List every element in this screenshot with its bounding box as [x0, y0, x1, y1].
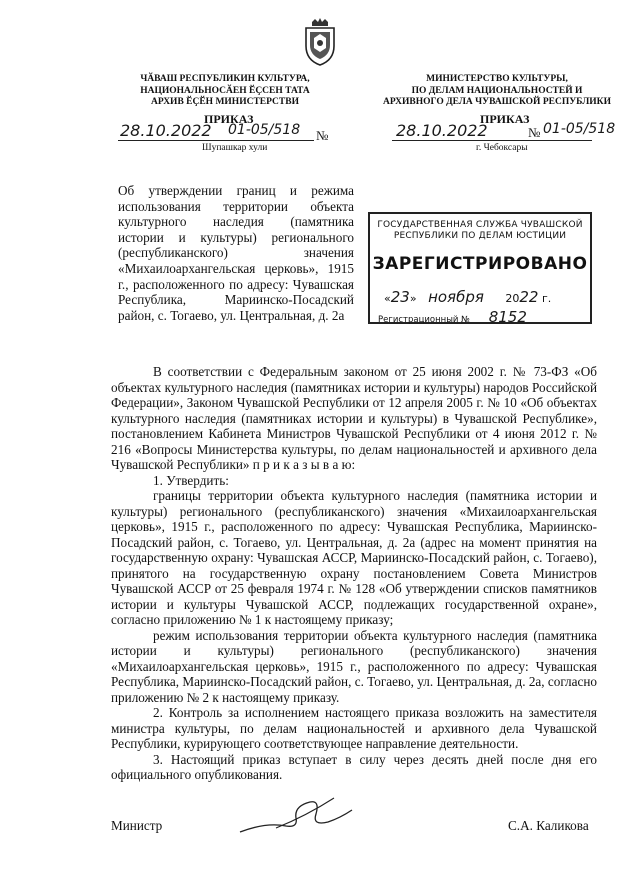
stamp-reg-row: [378, 308, 527, 326]
left-number-handwritten: 01-05/518: [228, 122, 301, 138]
body-paragraph-item-1: 1. Утвердить:: [153, 472, 229, 488]
stamp-day-handwritten: 23: [390, 288, 410, 306]
body-paragraph-boundaries: границы территории объекта культурного наследия (памятника истории и культуры) регионального (республиканского) значения «Михаилоархангельская церковь», 1915 г., расположенного по адресу: Чувашская Республика, Мариинско-Посадский район, с. Тогаево, ул. Центральная, д. 2а (адрес на момент принятия на государственную охрану: Чувашская АССР, Мариинско-Посадский район, с. Тогаево), принятого на государственную охрану постановлением Совета Министров Чувашской АССР от 25 февраля 1974 г. № 128 «Об утверждении списков памятников истории и культуры Чувашской АССР, подлежащих государственной охране», согласно приложению № 1 к настоящему приказу;: [111, 488, 597, 627]
stamp-month-handwritten: ноября: [428, 288, 484, 306]
right-city: г. Чебоксары: [476, 143, 528, 153]
stamp-registered-text: ЗАРЕГИСТРИРОВАНО: [372, 254, 588, 274]
right-number-handwritten: 01-05/518: [543, 121, 616, 137]
header-left-line: АРХИВ ӖҪӖН МИНИСТЕРСТВИ: [151, 97, 299, 107]
header-right-line: АРХИВНОГО ДЕЛА ЧУВАШСКОЙ РЕСПУБЛИКИ: [383, 97, 611, 107]
left-date-underline: [118, 140, 314, 141]
right-date-underline: [392, 140, 592, 141]
coat-of-arms-emblem: [302, 18, 338, 66]
left-date-handwritten: 28.10.2022: [120, 121, 212, 140]
stamp-date-row: «23» ноября 2022 г.: [384, 288, 552, 306]
stamp-authority-line: РЕСПУБЛИКИ ПО ДЕЛАМ ЮСТИЦИИ: [393, 231, 567, 241]
left-number-sign: №: [316, 128, 329, 143]
order-word-right: ПРИКАЗ: [480, 112, 530, 126]
body-paragraph-regime: режим использования территории объекта культурного наследия (памятника истории и культуры) регионального (республиканского) значения «Михаилоархангельская церковь», 1915 г., расположенного по адресу: Чувашская Республика, Мариинско-Посадский район, с. Тогаево, ул. Центральная, д. 2а, согласно приложению № 2 к настоящему приказу.: [111, 627, 597, 705]
stamp-year-unit: г.: [541, 292, 552, 305]
header-left-ministry-chuvash: [110, 74, 340, 109]
body-paragraph-preamble: В соответствии с Федеральным законом от 25 июня 2002 г. № 73-ФЗ «Об объектах культурного наследия (памятниках истории и культуры) народов Российской Федерации», Законом Чувашской Республики от 12 апреля 2005 г. № 10 «Об объектах культурного наследия (памятниках истории и культуры) в Чувашской Республике», постановлением Кабинета Министров Чувашской Республики от 4 июня 2012 г. № 216 «Вопросы Министерства культуры, по делам национальностей и архивного дела Чувашской Республики» п р и к а з ы в а ю:: [111, 364, 597, 472]
stamp-reg-number-handwritten: 8152: [488, 308, 527, 326]
right-date-handwritten: 28.10.2022: [396, 121, 488, 140]
signature-name: С.А. Каликова: [508, 818, 589, 833]
stamp-authority: [370, 220, 590, 242]
header-left-line: ЧӐВАШ РЕСПУБЛИКИН КУЛЬТУРА,: [140, 74, 310, 84]
header-right-line: ПО ДЕЛАМ НАЦИОНАЛЬНОСТЕЙ И: [411, 85, 583, 96]
header-right-ministry-russian: [372, 74, 622, 109]
document-body: [111, 364, 597, 783]
stamp-year-prefix: 20: [505, 292, 520, 305]
order-word-left: ПРИКАЗ: [204, 112, 254, 126]
stamp-year-handwritten: 22: [519, 288, 539, 306]
signature-position: Министр: [111, 818, 163, 833]
document-title: Об утверждении границ и режима использования территории объекта культурного наследия (памятника истории и культуры) регионального (республиканского) значения «Михаилоархангельская церковь», 1915 г., расположенного по адресу: Чувашская Республика, Мариинско-Посадский район, с. Тогаево, ул. Центральная, д. 2а: [118, 183, 354, 323]
body-paragraph-item-3: 3. Настоящий приказ вступает в силу через десять дней после дня его официального опубликования.: [111, 751, 597, 782]
stamp-authority-line: ГОСУДАРСТВЕННАЯ СЛУЖБА ЧУВАШСКОЙ: [377, 220, 583, 230]
stamp-reg-label: Регистрационный №: [378, 315, 470, 325]
right-number-sign: №: [528, 125, 541, 140]
header-right-line: МИНИСТЕРСТВО КУЛЬТУРЫ,: [426, 74, 568, 84]
registration-stamp: [368, 212, 592, 324]
body-paragraph-item-2: 2. Контроль за исполнением настоящего приказа возложить на заместителя министра культуры, по делам национальностей и архивного дела Чувашской Республики, курирующего соответствующее направление деятельности.: [111, 705, 597, 751]
left-city: Шупашкар хули: [202, 143, 268, 153]
header-left-line: НАЦИОНАЛЬНОСӐЕН ӖҪСЕН ТАТА: [140, 85, 310, 96]
handwritten-signature: [236, 792, 356, 847]
